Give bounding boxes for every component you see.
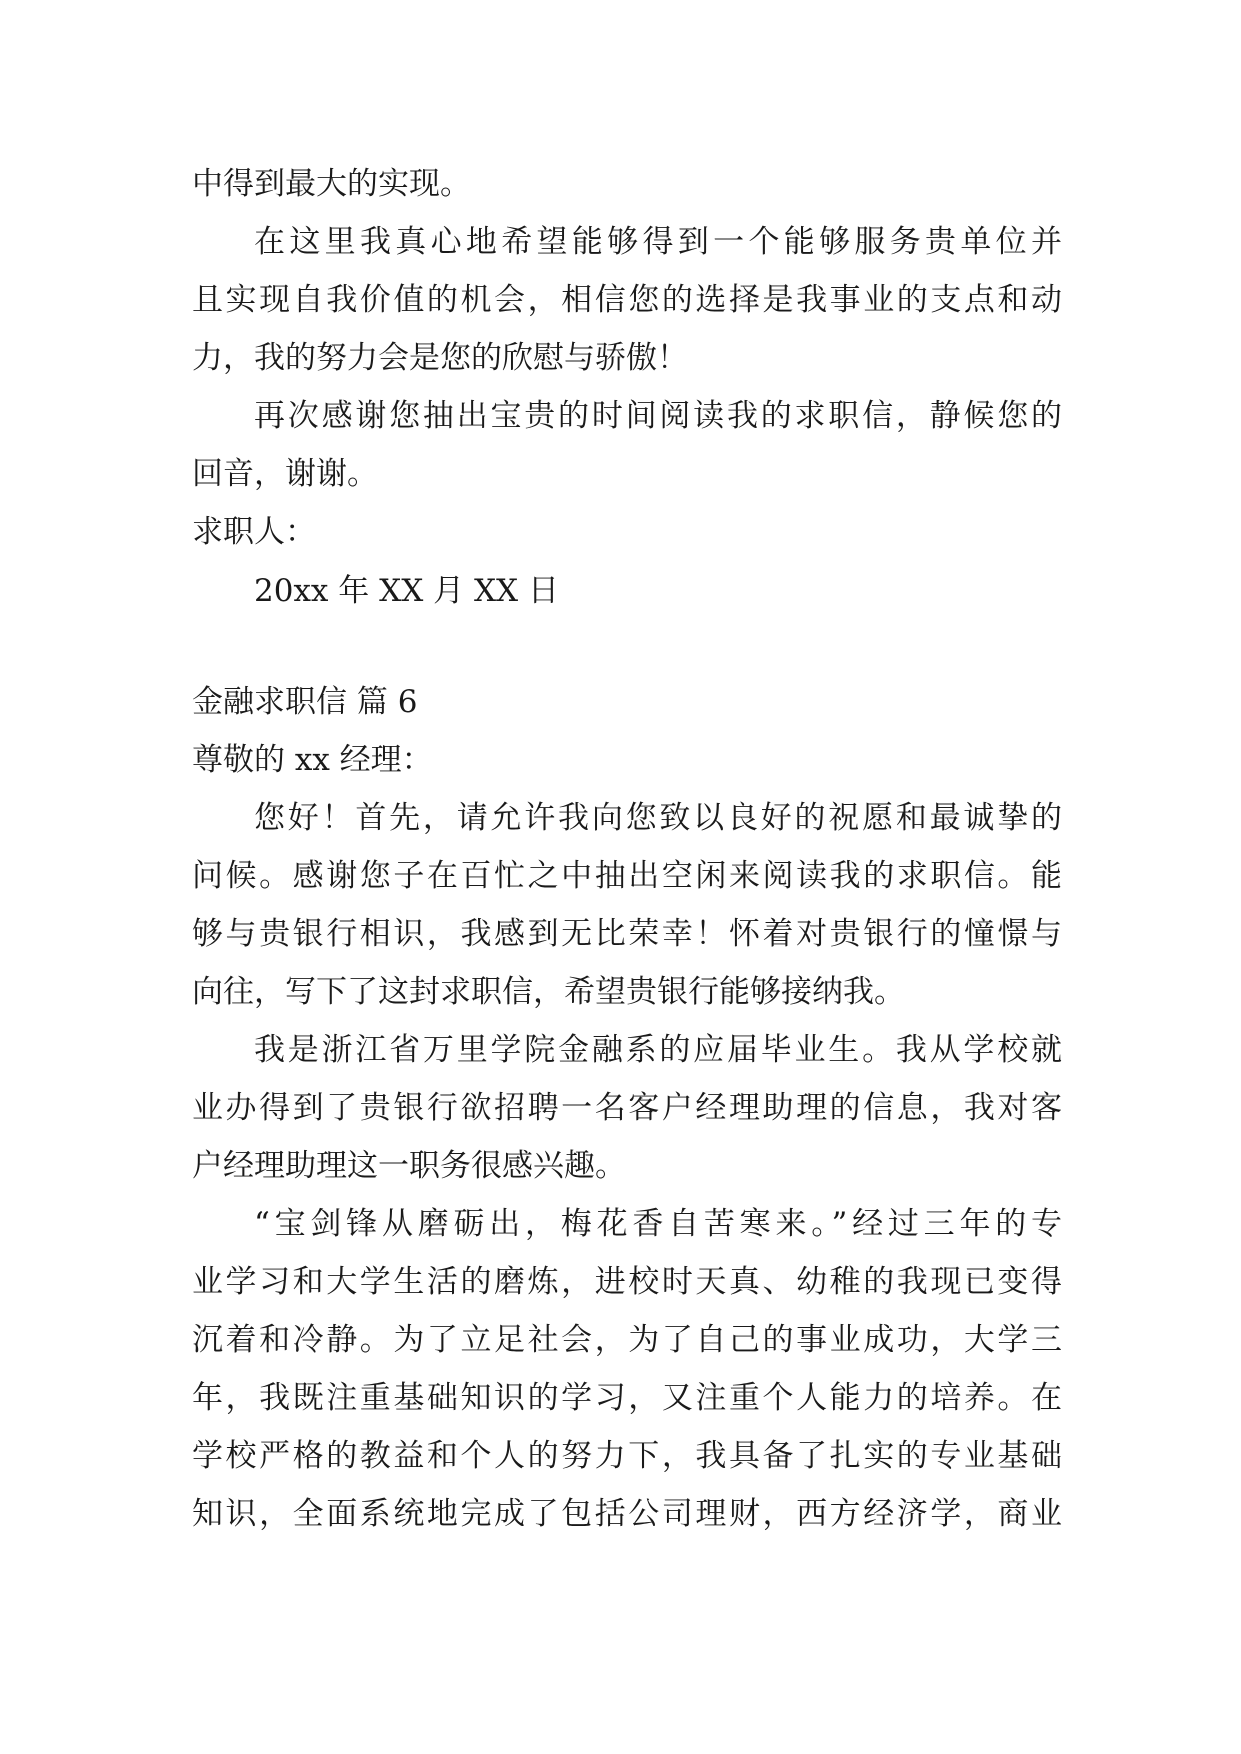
paragraph-line: 回音，谢谢。 (192, 456, 378, 492)
paragraph-line: 我是浙江省万里学院金融系的应届毕业生。我从学校就 (254, 1032, 1062, 1068)
paragraph-line: 在这里我真心地希望能够得到一个能够服务贵单位并 (254, 224, 1062, 260)
signature-label: 求职人： (192, 514, 316, 550)
paragraph-line: 中得到最大的实现。 (192, 166, 471, 202)
paragraph-line: 学校严格的教益和个人的努力下，我具备了扎实的专业基础 (192, 1438, 1062, 1474)
paragraph-line: 知识，全面系统地完成了包括公司理财，西方经济学，商业 (192, 1496, 1062, 1532)
letter-date: 20xx 年 XX 月 XX 日 (254, 573, 559, 609)
paragraph-line: 您好！首先，请允许我向您致以良好的祝愿和最诚挚的 (254, 800, 1062, 836)
paragraph-line: 问候。感谢您子在百忙之中抽出空闲来阅读我的求职信。能 (192, 858, 1062, 894)
paragraph-line: 沉着和冷静。为了立足社会，为了自己的事业成功，大学三 (192, 1322, 1062, 1358)
paragraph-line: 力，我的努力会是您的欣慰与骄傲！ (192, 340, 688, 376)
paragraph-line: 向往，写下了这封求职信，希望贵银行能够接纳我。 (192, 974, 905, 1010)
paragraph-line: 年，我既注重基础知识的学习，又注重个人能力的培养。在 (192, 1380, 1062, 1416)
paragraph-line: 且实现自我价值的机会，相信您的选择是我事业的支点和动 (192, 282, 1062, 318)
paragraph-line: 够与贵银行相识，我感到无比荣幸！怀着对贵银行的憧憬与 (192, 916, 1062, 952)
paragraph-line: 业办得到了贵银行欲招聘一名客户经理助理的信息，我对客 (192, 1090, 1062, 1126)
salutation: 尊敬的 xx 经理： (192, 742, 433, 778)
paragraph-line: 再次感谢您抽出宝贵的时间阅读我的求职信，静候您的 (254, 398, 1062, 434)
section-title: 金融求职信 篇 6 (192, 684, 418, 720)
paragraph-line: 户经理助理这一职务很感兴趣。 (192, 1148, 626, 1184)
paragraph-line: “宝剑锋从磨砺出，梅花香自苦寒来。”经过三年的专 (254, 1206, 1062, 1242)
paragraph-line: 业学习和大学生活的磨炼，进校时天真、幼稚的我现已变得 (192, 1264, 1062, 1300)
